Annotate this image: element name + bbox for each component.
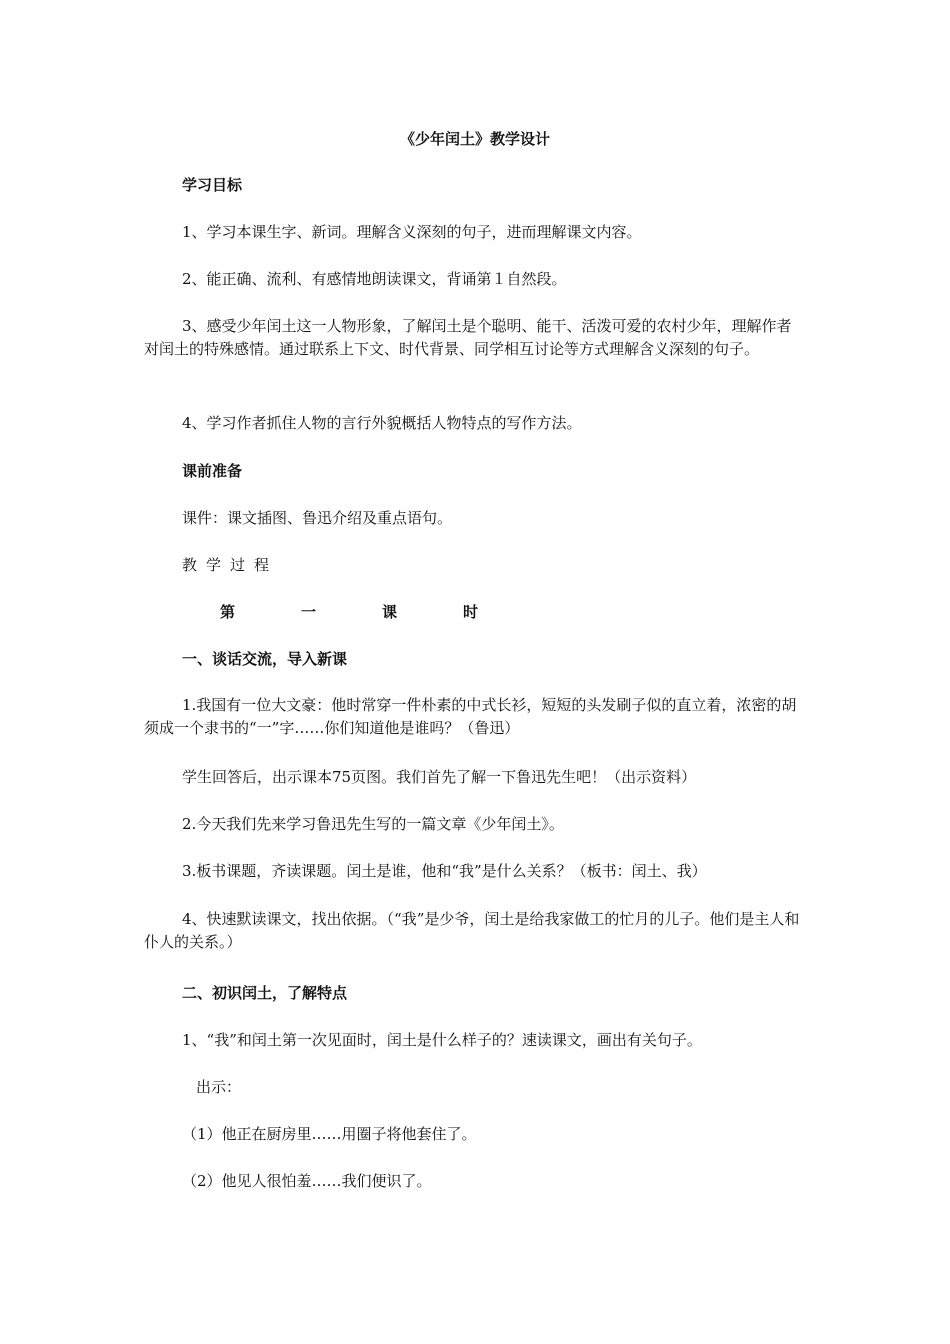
paragraph-1-1: 1.我国有一位大文豪：他时常穿一件朴素的中式长衫，短短的头发刷子似的直立着，浓密的胡须成一个隶书的“一”字……你们知道他是谁吗？（鲁迅） (144, 696, 797, 737)
prep-heading: 课前准备 (182, 462, 243, 480)
goals-heading: 学习目标 (182, 176, 243, 194)
lesson-heading-char: 时 (463, 603, 479, 621)
goal-3: 3、感受少年闰土这一人物形象，了解闰土是个聪明、能干、活泼可爱的农村少年，理解作者对闰土的特殊感情。通过联系上下文、时代背景、同学相互讨论等方式理解含义深刻的句子。 (144, 317, 792, 358)
lesson-heading-char: 课 (382, 603, 398, 621)
document-title: 《少年闰土》教学设计 (399, 130, 550, 148)
process-heading: 教学过程 (182, 556, 279, 574)
paragraph-1-answer: 学生回答后，出示课本75页图。我们首先了解一下鲁迅先生吧！（出示资料） (182, 768, 697, 786)
paragraph-1-2: 2.今天我们先来学习鲁迅先生写的一篇文章《少年闰土》。 (182, 815, 564, 833)
lesson-heading-char: 一 (301, 603, 317, 621)
part1-heading: 一、谈话交流，导入新课 (182, 650, 348, 668)
part2-heading: 二、初识闰土，了解特点 (182, 984, 348, 1002)
quote-1: （1）他正在厨房里……用圈子将他套住了。 (182, 1125, 477, 1143)
paragraph-2-1: 1、“我”和闰土第一次见面时，闰土是什么样子的？速读课文，画出有关句子。 (182, 1031, 702, 1049)
goal-2: 2、能正确、流利、有感情地朗读课文，背诵第１自然段。 (182, 270, 567, 288)
paragraph-2-show: 出示： (196, 1078, 242, 1096)
prep-text: 课件：课文插图、鲁迅介绍及重点语句。 (182, 509, 453, 527)
paragraph-1-4: 4、快速默读课文，找出依据。（“我”是少爷，闰土是给我家做工的忙月的儿子。他们是主人和仆人的关系。） (144, 910, 800, 951)
goal-1: 1、学习本课生字、新词。理解含义深刻的句子，进而理解课文内容。 (182, 223, 642, 241)
lesson-heading-char: 第 (220, 603, 236, 621)
goal-4: 4、学习作者抓住人物的言行外貌概括人物特点的写作方法。 (182, 414, 582, 432)
quote-2: （2）他见人很怕羞……我们便识了。 (182, 1172, 432, 1190)
lesson-heading (144, 601, 806, 624)
paragraph-1-3: 3.板书课题，齐读课题。闰土是谁，他和“我”是什么关系？（板书：闰土、我） (182, 862, 707, 880)
